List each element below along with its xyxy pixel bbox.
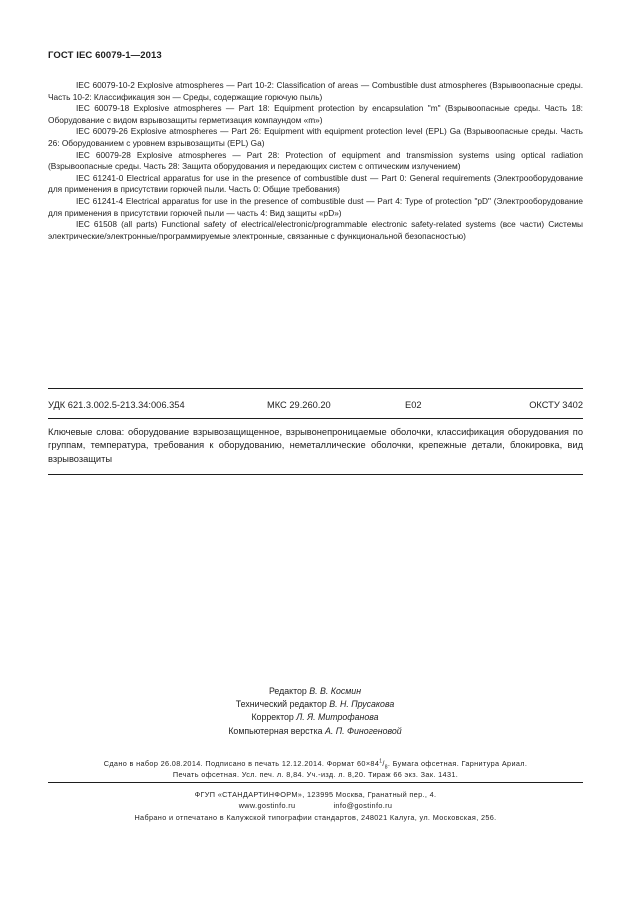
credits (0, 685, 630, 738)
divider-middle (48, 418, 583, 419)
category-code: E02 (405, 400, 422, 410)
divider-bottom (48, 474, 583, 475)
keywords: Ключевые слова: оборудование взрывозащищенное, взрывонепроницаемые оболочки, классификация оборудования по группам, температура, требования к оборудованию, неметаллические оболочки, крепежные детали, блокировка, вид взрывозащиты (48, 427, 583, 464)
udk-code: УДК 621.3.002.5-213.34:006.354 (48, 400, 185, 410)
print-info-line1: Сдано в набор 26.08.2014. Подписано в печать 12.12.2014. Формат $60\times 84^1/_8$. Бумага офсетная. Гарнитура Ариал. (103, 758, 528, 771)
publisher-email[interactable]: info@gostinfo.ru (333, 801, 393, 811)
print-info (48, 758, 583, 780)
publisher-address: ФГУП «СТАНДАРТИНФОРМ», 123995 Москва, Гранатный пер., 4. (194, 790, 437, 799)
credit-tech-editor: Технический редактор В. Н. Прусакова (235, 699, 395, 710)
publisher-website[interactable]: www.gostinfo.ru (238, 801, 296, 811)
reference-item: IEC 60079-26 Explosive atmospheres — Part 26: Equipment with equipment protection level (EPL) Ga (Взрывоопасные среды. Часть 26: Оборудованием с уровнем взрывозащиты (EPL) Ga) (48, 126, 583, 148)
reference-item: IEC 60079-28 Explosive atmospheres — Part 28: Protection of equipment and transmission systems using optical radiation (Взрывоопасные среды. Часть 28: Защита оборудования и передающих систем с оптическим излучением) (48, 149, 583, 172)
publisher-contacts (48, 800, 583, 811)
printing-house: Набрано и отпечатано в Калужской типографии стандартов, 248021 Калуга, ул. Московская, 256. (134, 812, 497, 822)
divider-top (48, 388, 583, 389)
publisher-info (48, 789, 583, 823)
normative-references (48, 80, 583, 242)
reference-item: IEC 61241-4 Electrical apparatus for use in the presence of combustible dust — Part 4: Type of protection "pD" (Электрооборудование для применения в присутствии горючей пыли — часть 4: Вид защиты «pD») (48, 195, 583, 218)
print-info-line2: Печать офсетная. Усл. печ. л. 8,84. Уч.-изд. л. 8,20. Тираж 66 экз. Зак. 1431. (172, 770, 459, 779)
reference-item: IEC 61508 (all parts) Functional safety of electrical/electronic/programmable electronic safety-related systems (все части) Системы электрические/электронные/программируемые электронные, связанные с функциональной безопасностью) (48, 219, 583, 241)
reference-item: IEC 60079-10-2 Explosive atmospheres — Part 10-2: Classification of areas — Combustible dust atmospheres (Взрывоопасные среды. Часть 10-2: Классификация зон — Среды, содержащие горючую пыль) (48, 80, 583, 102)
credit-proofreader: Корректор Л. Я. Митрофанова (251, 712, 379, 723)
okstu-code: ОКСТУ 3402 (529, 400, 583, 410)
reference-item: IEC 60079-18 Explosive atmospheres — Part 18: Equipment protection by encapsulation "m" (Взрывоопасные среды. Часть 18: Оборудование с видом взрывозащиты герметизация компаундом «m») (48, 103, 583, 125)
credit-layout: Компьютерная верстка А. П. Финогеновой (228, 725, 402, 736)
document-code: ГОСТ IEC 60079-1—2013 (48, 50, 162, 61)
reference-item: IEC 61241-0 Electrical apparatus for use in the presence of combustible dust — Part 0: General requirements (Электрооборудование для применения в присутствии горючей пыли. Часть 0: Общие требования) (48, 172, 583, 195)
mks-code: МКС 29.260.20 (267, 400, 331, 410)
divider-footer (48, 782, 583, 783)
credit-editor: Редактор В. В. Космин (268, 686, 362, 696)
